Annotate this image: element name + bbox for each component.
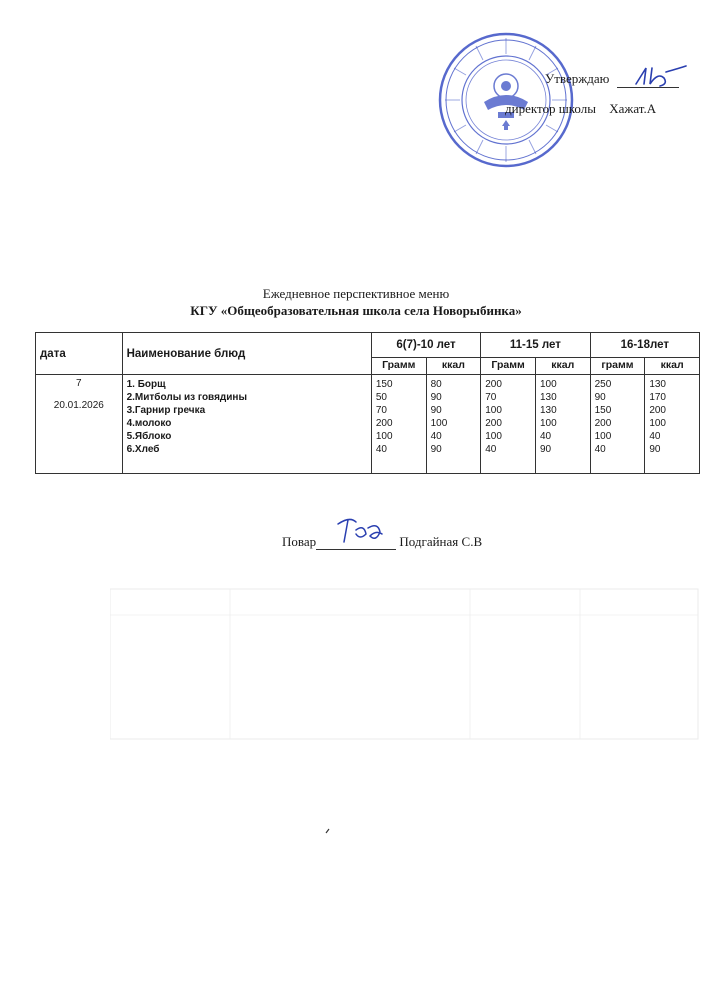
value: 100	[649, 418, 666, 429]
value: 40	[375, 444, 387, 455]
value: 100	[485, 405, 502, 416]
cook-signature	[330, 512, 390, 546]
kcal-cell-group-3	[645, 375, 700, 474]
value: 70	[485, 392, 497, 403]
value: 90	[430, 392, 442, 403]
subheader-gram-1: Грамм	[371, 358, 426, 375]
dish-item: 5.Яблоко	[126, 431, 172, 442]
dish-item: 4.молоко	[126, 418, 172, 429]
value: 90	[430, 444, 442, 455]
value: 200	[485, 379, 502, 390]
value: 40	[594, 444, 606, 455]
value: 90	[539, 444, 552, 455]
subheader-gram-2: Грамм	[481, 358, 536, 375]
cook-name: Подгайная С.В	[399, 534, 483, 549]
value: 170	[649, 392, 666, 403]
value: 200	[594, 418, 612, 429]
value: 40	[430, 431, 442, 442]
heading-line-1: Ежедневное перспективное меню	[262, 286, 450, 301]
value: 130	[539, 405, 557, 416]
heading-line-2: КГУ «Общеобразовательная школа села Новорыбинка»	[190, 303, 522, 318]
document-heading	[0, 285, 712, 319]
kcal-cell-group-1	[426, 375, 481, 474]
value: 150	[594, 405, 612, 416]
value: 100	[485, 431, 502, 442]
header-dish: Наименование блюд	[122, 333, 371, 375]
table-row	[36, 375, 700, 474]
header-group-3: 16-18лет	[590, 333, 699, 358]
value: 40	[485, 444, 497, 455]
dish-list-cell	[122, 375, 371, 474]
value: 100	[430, 418, 448, 429]
header-date: дата	[36, 333, 123, 375]
value: 130	[649, 379, 666, 390]
gram-cell-group-2	[481, 375, 536, 474]
value: 90	[649, 444, 661, 455]
table-header-row	[36, 333, 700, 358]
bleed-through-shadow	[110, 585, 700, 745]
kcal-cell-group-2	[535, 375, 590, 474]
header-group-2: 11-15 лет	[481, 333, 590, 358]
dish-item: 3.Гарнир гречка	[126, 405, 206, 416]
date-cell	[36, 375, 123, 474]
value: 100	[594, 431, 612, 442]
value: 200	[485, 418, 502, 429]
cook-label: Повар	[282, 534, 317, 549]
value: 130	[539, 392, 557, 403]
date-value: 20.01.2026	[53, 400, 104, 411]
value: 200	[375, 418, 393, 429]
dish-item: 1. Борщ	[126, 379, 166, 390]
value: 200	[649, 405, 666, 416]
value: 70	[375, 405, 387, 416]
value: 100	[375, 431, 393, 442]
header-group-1: 6(7)-10 лет	[371, 333, 480, 358]
subheader-gram-3: грамм	[590, 358, 645, 375]
value: 90	[594, 392, 606, 403]
value: 80	[430, 379, 442, 390]
gram-cell-group-3	[590, 375, 645, 474]
stray-ink-mark	[325, 828, 331, 834]
subheader-kcal-1: ккал	[426, 358, 481, 375]
menu-table	[35, 332, 700, 474]
value: 90	[430, 405, 442, 416]
approval-position: директор школы	[505, 101, 596, 116]
director-signature	[630, 62, 690, 92]
day-number: 7	[76, 378, 82, 389]
subheader-kcal-3: ккал	[645, 358, 700, 375]
dish-item: 6.Хлеб	[126, 444, 160, 455]
value: 100	[539, 418, 557, 429]
value: 250	[594, 379, 612, 390]
gram-cell-group-1	[371, 375, 426, 474]
value: 150	[375, 379, 393, 390]
subheader-kcal-2: ккал	[535, 358, 590, 375]
value: 50	[375, 392, 387, 403]
value: 40	[649, 431, 661, 442]
approval-name: Хажат.А	[609, 101, 657, 116]
approval-label: Утверждаю	[545, 71, 610, 86]
value: 40	[539, 431, 552, 442]
value: 100	[539, 379, 557, 390]
dish-item: 2.Митболы из говядины	[126, 392, 247, 403]
